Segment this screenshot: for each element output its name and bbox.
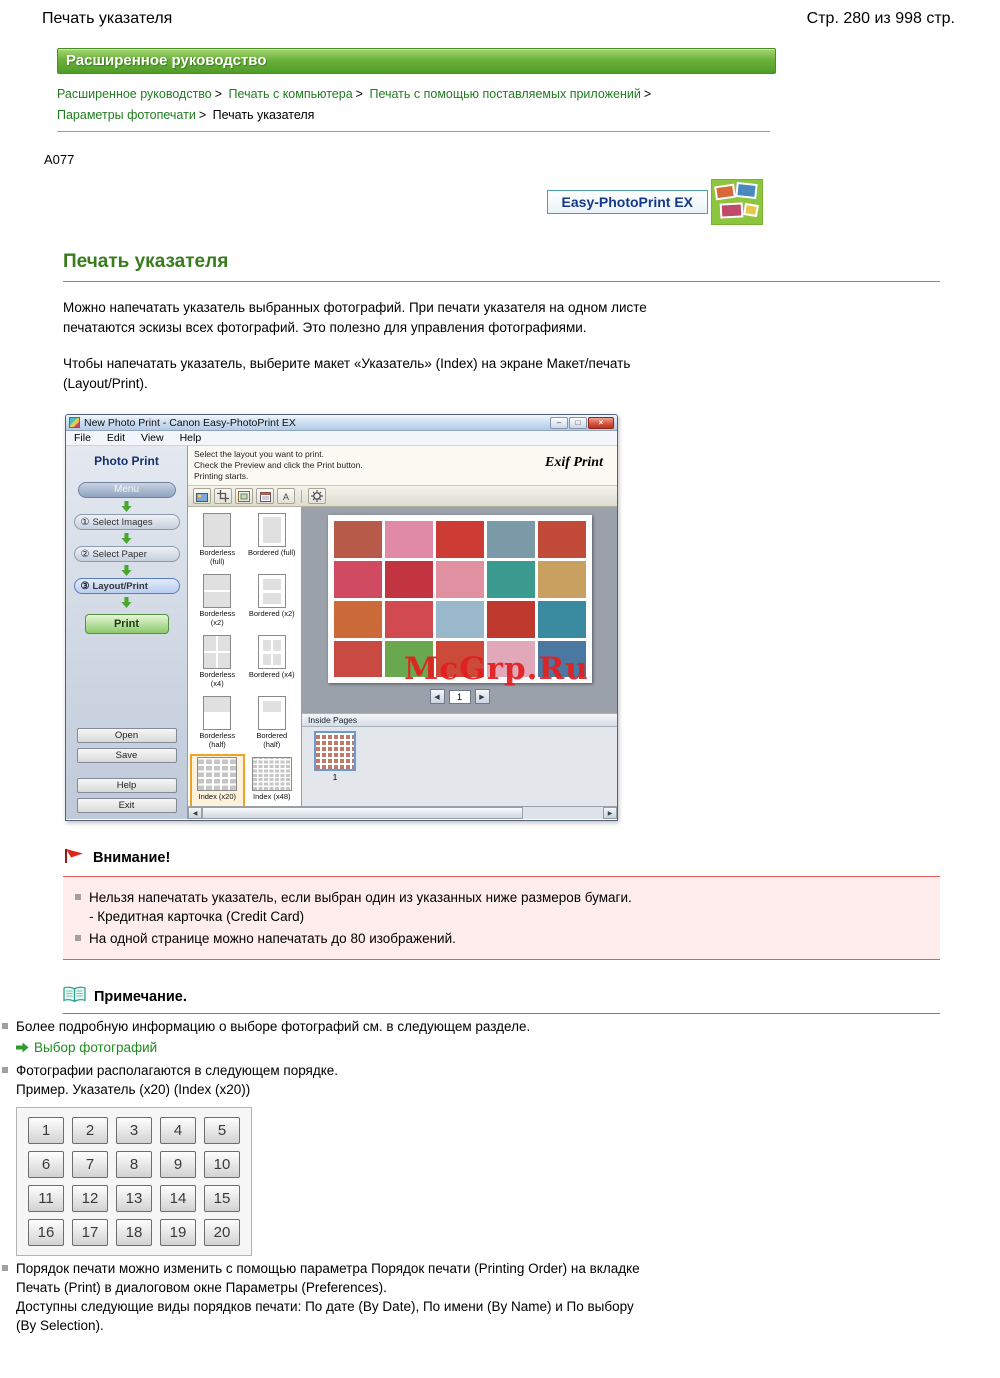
photo-thumbnail xyxy=(334,561,382,598)
down-arrow-icon xyxy=(121,594,132,610)
app-toolbar xyxy=(188,486,617,507)
date-icon[interactable] xyxy=(256,488,274,504)
index-order-cell: 20 xyxy=(204,1219,240,1246)
minimize-button[interactable]: – xyxy=(550,417,568,429)
menu-button[interactable]: Menu xyxy=(78,482,176,498)
layout-label: Index (x20) xyxy=(198,792,237,802)
photo-thumbnail xyxy=(334,521,382,558)
step-number: ③ xyxy=(80,580,90,592)
note-title: Примечание. xyxy=(94,988,187,1005)
instruction-panel xyxy=(188,446,617,486)
layout-borderless-x4[interactable] xyxy=(190,632,245,691)
trim-icon[interactable] xyxy=(214,488,232,504)
photo-thumbnail xyxy=(334,601,382,638)
warning-box xyxy=(63,876,940,960)
layout-label: Borderless (half) xyxy=(199,731,236,749)
toolbar-divider xyxy=(301,490,302,503)
layout-thumbnail xyxy=(197,757,237,791)
layout-thumbnail xyxy=(203,513,231,547)
product-badge-row xyxy=(0,179,763,225)
down-arrow-icon xyxy=(121,562,132,578)
breadcrumb-link[interactable]: Печать с компьютера xyxy=(228,87,353,101)
app-window-icon xyxy=(69,417,80,428)
advanced-guide-banner: Расширенное руководство xyxy=(57,48,776,74)
scrollbar-track[interactable] xyxy=(202,807,603,819)
step-label: Select Paper xyxy=(92,548,147,560)
index-order-cell: 1 xyxy=(28,1117,64,1144)
watermark: McGrp.Ru xyxy=(404,651,589,688)
inside-pages-header: Inside Pages xyxy=(302,713,617,727)
inside-pages-area xyxy=(302,727,617,806)
index-order-cell: 4 xyxy=(160,1117,196,1144)
layout-thumbnail xyxy=(203,574,231,608)
layout-bordered-x4[interactable] xyxy=(245,632,300,691)
menu-help[interactable]: Help xyxy=(179,432,202,445)
current-page-indicator: 1 xyxy=(449,690,471,704)
app-titlebar xyxy=(66,415,617,431)
index-order-cell: 3 xyxy=(116,1117,152,1144)
prev-page-button[interactable]: ◀ xyxy=(430,689,445,704)
index-order-cell: 14 xyxy=(160,1185,196,1212)
index-order-cell: 16 xyxy=(28,1219,64,1246)
menu-view[interactable]: View xyxy=(141,432,164,445)
photo-thumbnail xyxy=(487,521,535,558)
app-window-title: New Photo Print - Canon Easy-PhotoPrint EX xyxy=(84,416,296,429)
photo-thumbnail xyxy=(436,561,484,598)
exit-button[interactable]: Exit xyxy=(77,798,177,813)
breadcrumb-link[interactable]: Печать с помощью поставляемых приложений xyxy=(369,87,641,101)
breadcrumb-separator: > xyxy=(355,87,363,101)
photo-thumbnail xyxy=(538,521,586,558)
photo-selection-link[interactable]: Выбор фотографий xyxy=(16,1038,157,1057)
layout-label: Bordered (x2) xyxy=(248,609,295,619)
article-code: A077 xyxy=(44,152,75,168)
layout-thumbnail xyxy=(252,757,292,791)
layout-index-x20-selected[interactable] xyxy=(190,754,245,806)
layout-bordered-half[interactable] xyxy=(245,693,300,752)
page-header xyxy=(0,0,1000,28)
scrollbar-thumb[interactable] xyxy=(202,807,523,819)
scroll-left-button[interactable]: ◀ xyxy=(188,807,202,819)
note-item: Фотографии располагаются в следующем порядке. Пример. Указатель (x20) (Index (x20)) 1 2 3 4 5 6 7 8 9 10 11 12 13 14 15 16 17 18 19 20 xyxy=(0,1061,640,1256)
warning-title: Внимание! xyxy=(93,849,171,866)
layout-label: Borderless (full) xyxy=(199,548,236,566)
layout-thumbnail xyxy=(258,574,286,608)
sidebar-header: Photo Print xyxy=(94,454,159,469)
app-sidebar xyxy=(66,446,188,819)
layout-label: Bordered (half) xyxy=(256,731,288,749)
save-button[interactable]: Save xyxy=(77,748,177,763)
photo-thumbnail xyxy=(538,601,586,638)
close-button[interactable]: × xyxy=(588,417,614,429)
note-item: Более подробную информацию о выборе фотографий см. в следующем разделе. Выбор фотографий xyxy=(0,1017,640,1058)
photo-thumbnail xyxy=(538,561,586,598)
correct-photo-icon[interactable] xyxy=(193,488,211,504)
index-order-figure xyxy=(16,1107,252,1256)
layout-label: Bordered (full) xyxy=(247,548,296,558)
layout-index-x48[interactable] xyxy=(245,754,300,806)
next-page-button[interactable]: ▶ xyxy=(475,689,490,704)
instruction-line: Check the Preview and click the Print button. xyxy=(194,460,363,471)
intro-paragraph-2: Чтобы напечатать указатель, выберите макет «Указатель» (Index) на экране Макет/печать (Layout/Print). xyxy=(63,356,631,392)
index-order-cell: 12 xyxy=(72,1185,108,1212)
warning-flag-icon xyxy=(63,847,85,868)
layout-thumbnail xyxy=(203,635,231,669)
photo-thumbnail xyxy=(334,641,382,678)
index-order-cell: 19 xyxy=(160,1219,196,1246)
step-select-paper[interactable] xyxy=(74,546,180,562)
instruction-line: Printing starts. xyxy=(194,471,249,482)
photo-collage-icon xyxy=(711,179,763,225)
index-order-cell: 15 xyxy=(204,1185,240,1212)
down-arrow-icon xyxy=(121,498,132,514)
maximize-button[interactable]: □ xyxy=(569,417,587,429)
layout-label: Borderless (x2) xyxy=(199,609,236,627)
breadcrumb-divider xyxy=(57,131,770,132)
inside-page-thumbnail[interactable] xyxy=(314,731,356,771)
step-number: ① xyxy=(80,516,90,528)
index-order-cell: 8 xyxy=(116,1151,152,1178)
layout-thumbnail xyxy=(258,696,286,730)
horizontal-scrollbar[interactable] xyxy=(188,806,617,819)
warning-item: На одной странице можно напечатать до 80 изображений. xyxy=(73,929,713,948)
svg-text:A: A xyxy=(282,491,289,502)
breadcrumb-link[interactable]: Расширенное руководство xyxy=(57,87,212,101)
index-order-cell: 9 xyxy=(160,1151,196,1178)
intro-paragraph-1: Можно напечатать указатель выбранных фотографий. При печати указателя на одном листе печатаются эскизы всех фотографий. Это полезно для управления фотографиями. xyxy=(63,300,647,336)
photo-thumbnail xyxy=(385,601,433,638)
layout-borderless-x2[interactable] xyxy=(190,571,245,630)
green-arrow-icon xyxy=(16,1042,29,1053)
app-screenshot xyxy=(65,414,618,821)
layout-thumbnail xyxy=(203,696,231,730)
photo-thumbnail xyxy=(385,561,433,598)
index-order-cell: 18 xyxy=(116,1219,152,1246)
breadcrumb-separator: > xyxy=(198,107,207,122)
instruction-line: Select the layout you want to print. xyxy=(194,449,324,460)
step-label: Select Images xyxy=(92,516,153,528)
index-order-cell: 7 xyxy=(72,1151,108,1178)
layout-thumbnail xyxy=(258,513,286,547)
note-list xyxy=(0,1017,1000,1335)
note-item: Порядок печати можно изменить с помощью параметра Порядок печати (Printing Order) на вкладке Печать (Print) в диалоговом окне Параметры (Preferences). Доступны следующие виды порядков печати: По дате (By Date), По имени (By Name) и По выбору (By Selection). xyxy=(0,1259,640,1335)
index-order-cell: 13 xyxy=(116,1185,152,1212)
index-order-cell: 11 xyxy=(28,1185,64,1212)
breadcrumb-separator: > xyxy=(643,87,652,101)
index-order-cell: 5 xyxy=(204,1117,240,1144)
step-number: ② xyxy=(80,548,90,560)
index-order-cell: 10 xyxy=(204,1151,240,1178)
index-order-cell: 6 xyxy=(28,1151,64,1178)
breadcrumb xyxy=(57,84,667,125)
index-order-cell: 17 xyxy=(72,1219,108,1246)
preview-pager xyxy=(430,689,490,704)
layout-borderless-full[interactable] xyxy=(190,510,245,569)
layout-thumbnail xyxy=(258,635,286,669)
photo-thumbnail xyxy=(436,601,484,638)
easy-photoprint-badge: Easy-PhotoPrint EX xyxy=(547,190,708,214)
warning-item: Нельзя напечатать указатель, если выбран один из указанных ниже размеров бумаги. - Кредитная карточка (Credit Card) xyxy=(73,888,713,926)
app-menubar xyxy=(66,431,617,446)
layout-list xyxy=(188,507,302,806)
warning-header xyxy=(63,847,940,868)
exif-print-logo: Exif Print xyxy=(545,455,603,471)
layout-label: Index (x48) xyxy=(252,792,291,802)
breadcrumb-current: Печать указателя xyxy=(212,107,315,122)
layout-label: Bordered (x4) xyxy=(248,670,295,680)
layout-bordered-x2[interactable] xyxy=(245,571,300,630)
note-header xyxy=(63,986,940,1014)
open-button[interactable]: Open xyxy=(77,728,177,743)
breadcrumb-separator: > xyxy=(214,87,223,101)
preferences-icon[interactable] xyxy=(308,488,326,504)
step-layout-print[interactable] xyxy=(74,578,180,594)
frame-icon[interactable] xyxy=(235,488,253,504)
photo-thumbnail xyxy=(487,601,535,638)
menu-file[interactable]: File xyxy=(74,432,91,445)
note-book-icon xyxy=(63,986,86,1007)
page-number: Стр. 280 из 998 стр. xyxy=(806,10,955,27)
breadcrumb-link[interactable]: Параметры фотопечати xyxy=(57,107,196,122)
photo-thumbnail xyxy=(436,521,484,558)
layout-label: Borderless (x4) xyxy=(199,670,236,688)
text-stamp-icon[interactable] xyxy=(277,488,295,504)
photo-thumbnail xyxy=(487,561,535,598)
menu-edit[interactable]: Edit xyxy=(106,432,126,445)
page-header-title: Печать указателя xyxy=(42,10,173,27)
scroll-right-button[interactable]: ▶ xyxy=(603,807,617,819)
down-arrow-icon xyxy=(121,530,132,546)
print-button[interactable]: Print xyxy=(85,614,169,634)
inside-page-number: 1 xyxy=(332,772,338,783)
layout-bordered-full[interactable] xyxy=(245,510,300,569)
layout-borderless-half[interactable] xyxy=(190,693,245,752)
index-order-cell: 2 xyxy=(72,1117,108,1144)
help-button[interactable]: Help xyxy=(77,778,177,793)
step-label: Layout/Print xyxy=(92,580,148,592)
photo-thumbnail xyxy=(385,521,433,558)
step-select-images[interactable] xyxy=(74,514,180,530)
article-title: Печать указателя xyxy=(63,251,940,282)
